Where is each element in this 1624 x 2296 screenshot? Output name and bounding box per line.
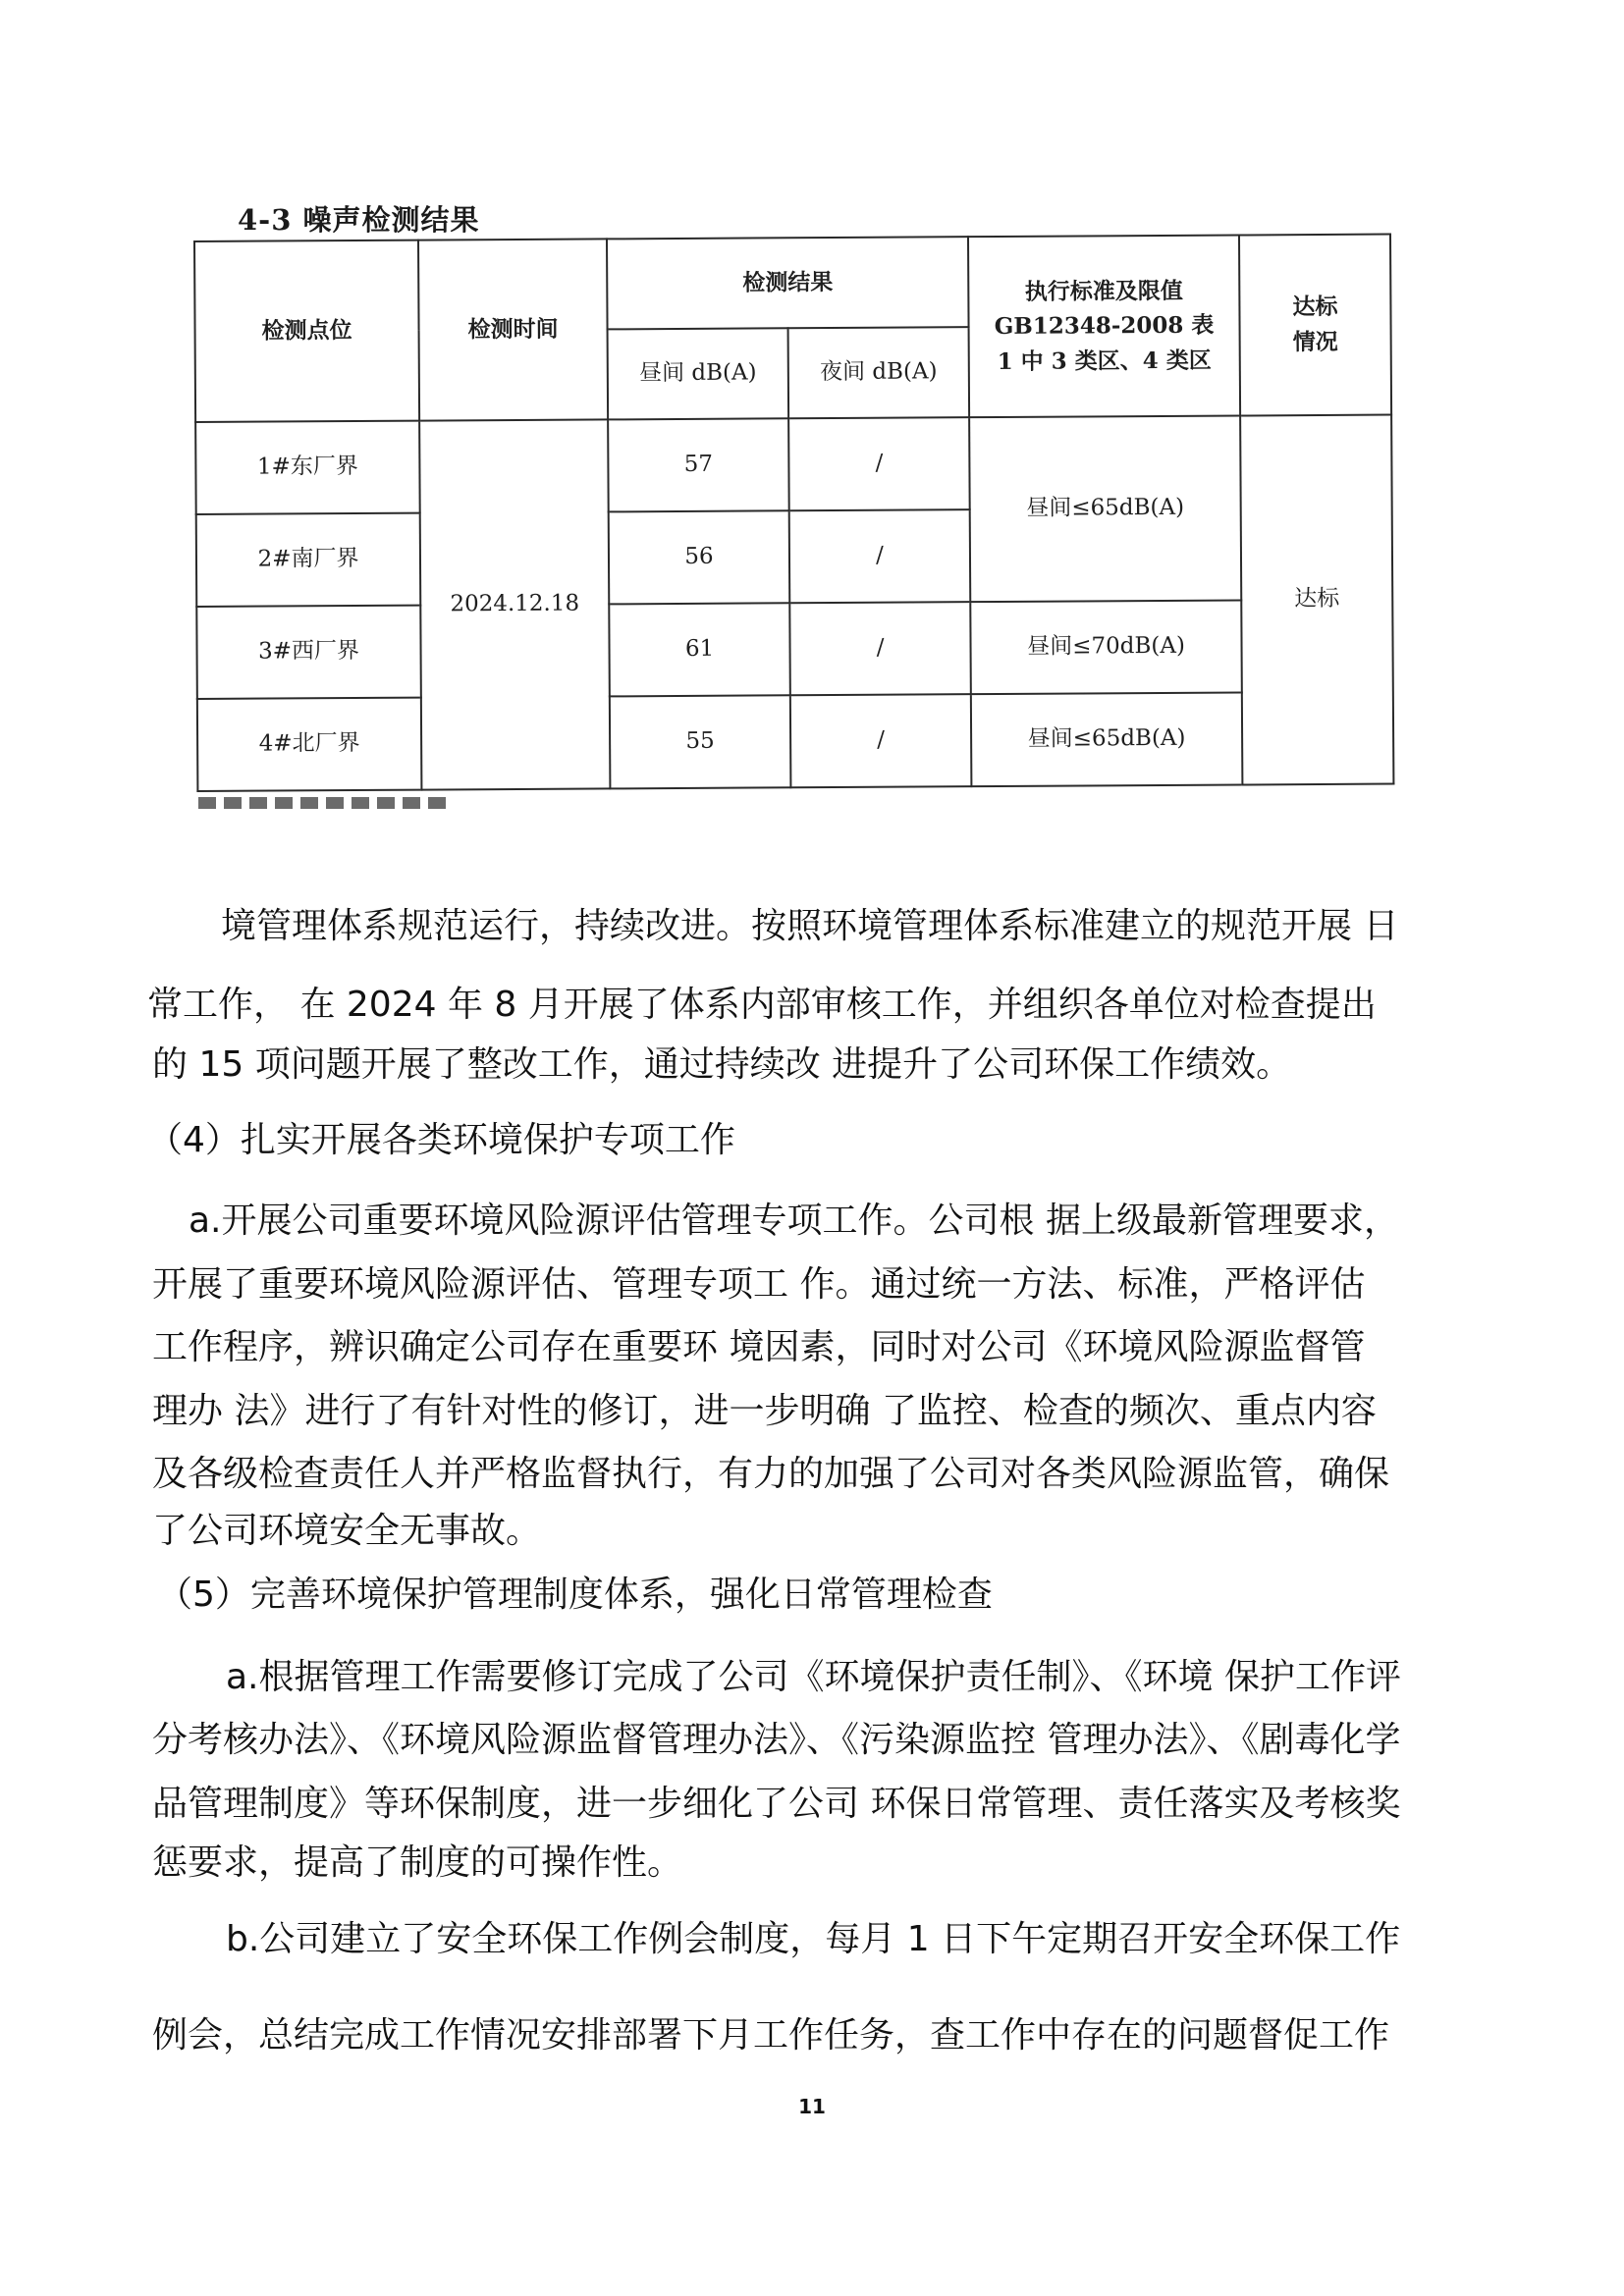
- body-line: 分考核办法》、《环境风险源监督管理办法》、《污染源监控 管理办法》、《剧毒化学: [152, 1720, 1401, 1760]
- cell-night: /: [789, 509, 971, 603]
- cell-limit: 昼间≤65dB(A): [969, 415, 1241, 602]
- cell-point: 4#北厂界: [197, 698, 422, 791]
- cell-night: /: [790, 694, 972, 787]
- header-time: 检测时间: [418, 239, 608, 420]
- table-header-row: [194, 235, 1391, 332]
- body-line: 及各级检查责任人并严格监督执行，有力的加强了公司对各类风险源监管，确保: [152, 1454, 1390, 1494]
- section-heading-5: （5）完善环境保护管理制度体系，强化日常管理检查: [157, 1575, 993, 1615]
- table-row: [197, 692, 1394, 791]
- header-night: 夜间 dB(A): [788, 327, 970, 418]
- body-line: a.根据管理工作需要修订完成了公司《环境保护责任制》、《环境 保护工作评: [226, 1657, 1401, 1697]
- body-line: 常工作， 在 2024 年 8 月开展了体系内部审核工作，并组织各单位对检查提出: [147, 985, 1377, 1025]
- cell-day: 55: [610, 695, 791, 788]
- cell-limit: 昼间≤65dB(A): [971, 692, 1243, 786]
- cell-day: 56: [609, 510, 790, 604]
- cell-day: 61: [609, 603, 790, 696]
- cell-limit: 昼间≤70dB(A): [970, 600, 1242, 694]
- body-line: b.公司建立了安全环保工作例会制度，每月 1 日下午定期召开安全环保工作: [226, 1919, 1401, 1959]
- cell-date: 2024.12.18: [419, 419, 610, 789]
- scanned-table-image: [190, 187, 1396, 815]
- cell-point: 2#南厂界: [196, 513, 421, 607]
- table-caption: 4-3 噪声检测结果: [238, 203, 480, 237]
- body-line: 开展了重要环境风险源评估、管理专项工 作。通过统一方法、标准，严格评估: [152, 1264, 1366, 1305]
- body-line: 例会，总结完成工作情况安排部署下月工作任务，查工作中存在的问题督促工作: [152, 2015, 1390, 2056]
- noise-result-table: [193, 234, 1394, 792]
- body-line: 境管理体系规范运行，持续改进。按照环境管理体系标准建立的规范开展 日: [221, 906, 1399, 946]
- header-point: 检测点位: [194, 240, 419, 422]
- body-line: 惩要求，提高了制度的可操作性。: [152, 1842, 683, 1883]
- body-line: 工作程序，辨识确定公司存在重要环 境因素，同时对公司《环境风险源监督管: [152, 1327, 1366, 1367]
- body-line: 的 15 项问题开展了整改工作，通过持续改 进提升了公司环保工作绩效。: [152, 1044, 1292, 1085]
- section-heading-4: （4）扎实开展各类环境保护专项工作: [147, 1120, 735, 1160]
- header-standard: 执行标准及限值 GB12348-2008 表 1 中 3 类区、4 类区: [968, 235, 1240, 417]
- table-row: [195, 415, 1392, 514]
- cell-point: 3#西厂界: [196, 606, 421, 699]
- header-day: 昼间 dB(A): [608, 328, 789, 419]
- body-line: 了公司环境安全无事故。: [152, 1511, 542, 1551]
- table-row: [196, 600, 1393, 699]
- cell-night: /: [788, 417, 970, 510]
- page-number: 11: [798, 2095, 826, 2118]
- cell-day: 57: [608, 418, 789, 511]
- cell-night: /: [789, 602, 971, 695]
- body-line: 品管理制度》等环保制度，进一步细化了公司 环保日常管理、责任落实及考核奖: [152, 1784, 1401, 1824]
- body-line: 理办 法》进行了有针对性的修订，进一步明确 了监控、检查的频次、重点内容: [152, 1391, 1377, 1431]
- cell-status: 达标: [1240, 415, 1393, 785]
- cell-point: 1#东厂界: [195, 421, 420, 514]
- header-status: 达标 情况: [1239, 235, 1391, 416]
- body-line: a.开展公司重要环境风险源评估管理专项工作。公司根 据上级最新管理要求，: [189, 1201, 1399, 1241]
- scan-cutoff-text-fragment: [198, 797, 454, 809]
- header-result: 检测结果: [607, 237, 969, 329]
